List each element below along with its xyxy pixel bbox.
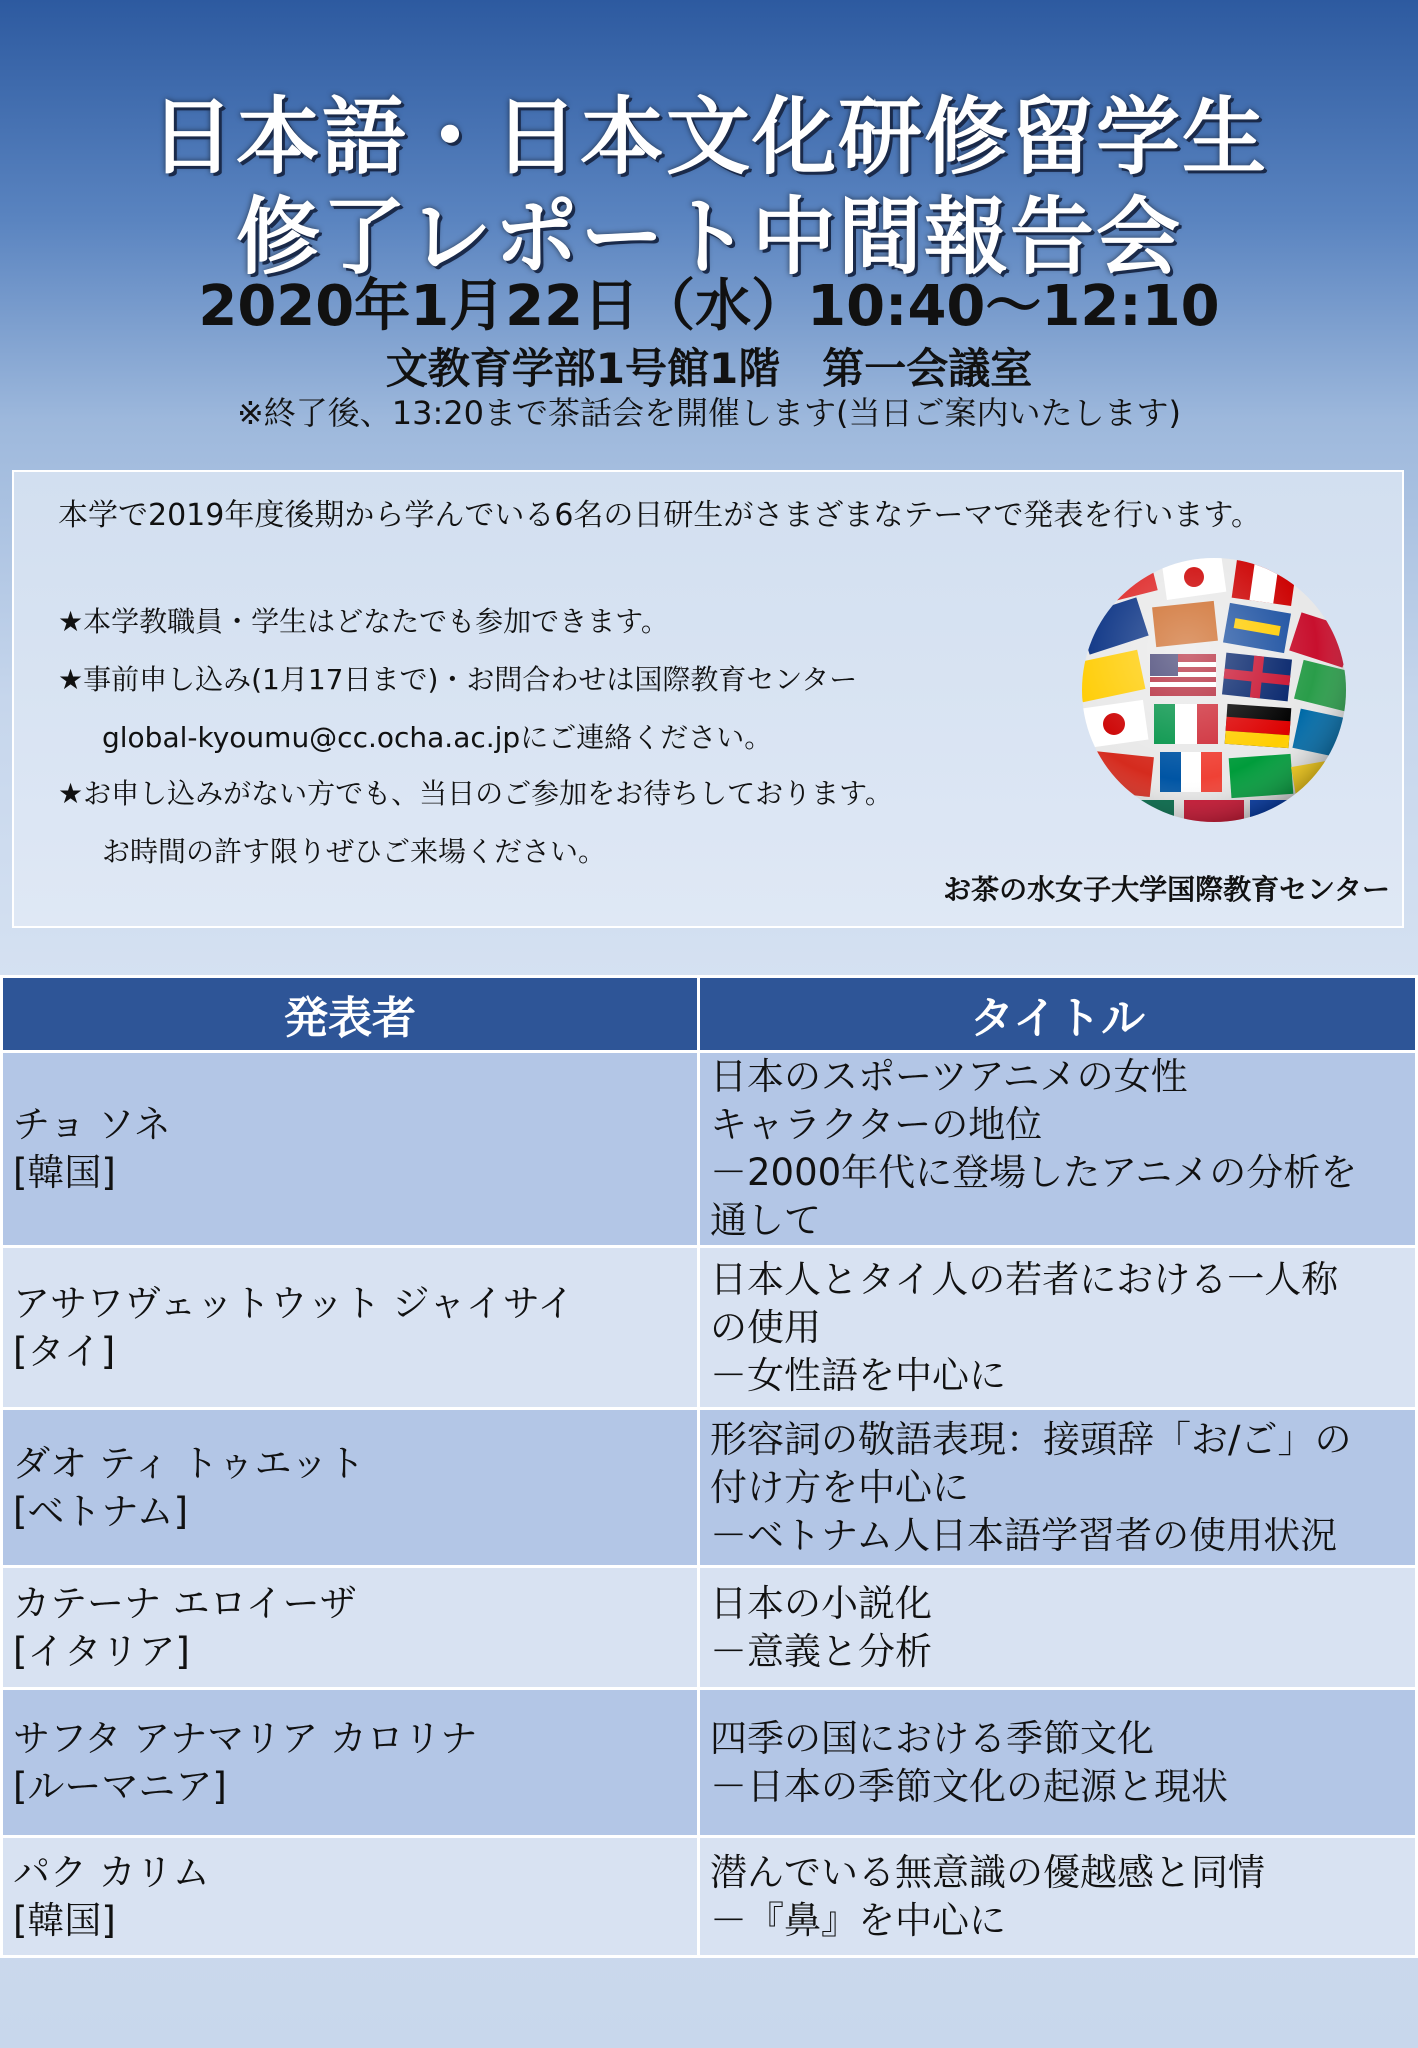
title-line: －ベトナム人日本語学習者の使用状況 bbox=[710, 1513, 1338, 1557]
title-cell bbox=[699, 1837, 1417, 1957]
title-line: －意義と分析 bbox=[710, 1629, 932, 1673]
presenter-cell bbox=[2, 1409, 699, 1567]
event-note: ※終了後、13:20まで茶話会を開催します(当日ご案内いたします) bbox=[236, 394, 1181, 432]
title-line: 形容詞の敬語表現：接頭辞「お/ご」の bbox=[710, 1417, 1352, 1461]
presenter-name: アサワヴェットウット ジャイサイ bbox=[13, 1281, 575, 1325]
presenter-cell bbox=[2, 1837, 699, 1957]
globe-of-flags-icon bbox=[1074, 550, 1354, 830]
presenter-name: サフタ アナマリア カロリナ bbox=[13, 1716, 478, 1760]
title-line: －女性語を中心に bbox=[710, 1353, 1006, 1397]
title-line: 付け方を中心に bbox=[710, 1465, 969, 1509]
title-cell bbox=[699, 1689, 1417, 1837]
title-cell bbox=[699, 1409, 1417, 1567]
presenter-name: パク カリム bbox=[13, 1850, 210, 1894]
table-row bbox=[2, 1567, 1417, 1689]
presenter-name: ダオ ティ トゥエット bbox=[13, 1441, 365, 1485]
info-bullet: ★お申し込みがない方でも、当日のご参加をお待ちしております。 bbox=[58, 777, 893, 810]
info-box bbox=[12, 470, 1404, 928]
presenter-cell bbox=[2, 1052, 699, 1247]
info-bullet: ★本学教職員・学生はどなたでも参加できます。 bbox=[58, 605, 669, 638]
page-title-line-1: 日本語・日本文化研修留学生 bbox=[149, 88, 1268, 186]
info-intro: 本学で2019年度後期から学んでいる6名の日研生がさまざまなテーマで発表を行います。 bbox=[58, 498, 1262, 533]
title-line: 日本のスポーツアニメの女性 bbox=[710, 1055, 1188, 1098]
presenter-cell bbox=[2, 1567, 699, 1689]
presenter-country: [タイ] bbox=[13, 1329, 116, 1373]
presenter-country: [韓国] bbox=[13, 1151, 116, 1194]
organizer-name: お茶の水女子大学国際教育センター bbox=[943, 873, 1390, 906]
info-bullet: お時間の許す限りぜひご来場ください。 bbox=[102, 835, 607, 868]
event-venue: 文教育学部1号館1階 第一会議室 bbox=[385, 344, 1033, 393]
title-line: 四季の国における季節文化 bbox=[710, 1716, 1154, 1760]
page-title-line-2: 修了レポート中間報告会 bbox=[235, 188, 1182, 286]
title-line: の使用 bbox=[710, 1305, 821, 1349]
table-row bbox=[2, 1689, 1417, 1837]
presenter-cell bbox=[2, 1247, 699, 1409]
table-row bbox=[2, 1837, 1417, 1957]
presenter-cell bbox=[2, 1689, 699, 1837]
info-email-line: global-kyoumu@cc.ocha.ac.jpにご連絡ください。 bbox=[102, 721, 773, 754]
title-line: 潜んでいる無意識の優越感と同情 bbox=[710, 1850, 1265, 1894]
presenter-country: [ベトナム] bbox=[13, 1489, 189, 1533]
title-line: 日本の小説化 bbox=[710, 1581, 932, 1625]
title-cell bbox=[699, 1567, 1417, 1689]
presenter-country: [ルーマニア] bbox=[13, 1764, 227, 1808]
table-row bbox=[2, 1247, 1417, 1409]
presenter-country: [韓国] bbox=[13, 1898, 116, 1942]
presenter-country: [イタリア] bbox=[13, 1629, 190, 1673]
presenter-name: チョ ソネ bbox=[13, 1103, 171, 1146]
title-line: 通して bbox=[710, 1199, 821, 1242]
presentation-table bbox=[0, 975, 1418, 1958]
column-header-title: タイトル bbox=[699, 977, 1417, 1052]
table-header-row bbox=[2, 977, 1417, 1052]
title-line: －日本の季節文化の起源と現状 bbox=[710, 1764, 1228, 1808]
table-row bbox=[2, 1052, 1417, 1247]
title-line: －『鼻』を中心に bbox=[710, 1898, 1006, 1942]
column-header-presenter: 発表者 bbox=[2, 977, 699, 1052]
title-cell bbox=[699, 1052, 1417, 1247]
title-cell bbox=[699, 1247, 1417, 1409]
title-line: 日本人とタイ人の若者における一人称 bbox=[710, 1257, 1339, 1301]
info-bullet: ★事前申し込み(1月17日まで)・お問合わせは国際教育センター bbox=[58, 663, 858, 696]
title-line: －2000年代に登場したアニメの分析を bbox=[710, 1151, 1358, 1194]
title-line: キャラクターの地位 bbox=[710, 1103, 1043, 1146]
event-datetime: 2020年1月22日（水）10:40～12:10 bbox=[198, 274, 1220, 339]
presenter-name: カテーナ エロイーザ bbox=[13, 1581, 357, 1625]
table-row bbox=[2, 1409, 1417, 1567]
